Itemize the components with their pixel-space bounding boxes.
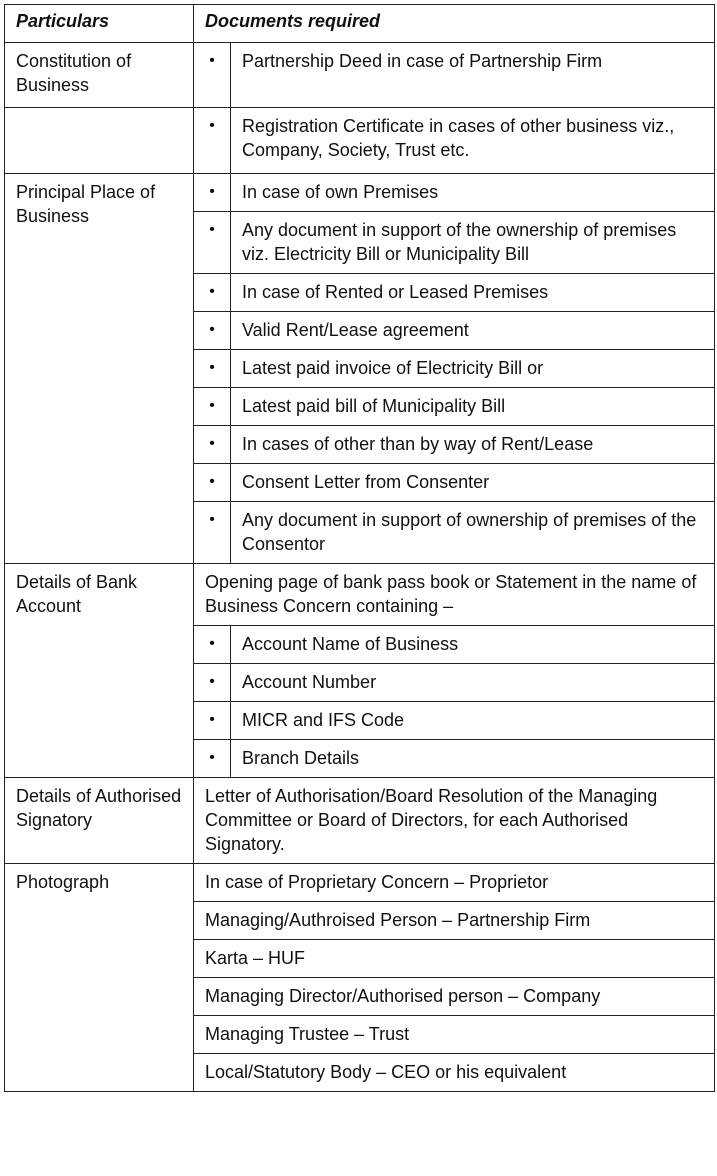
document-item: In case of own Premises bbox=[231, 174, 715, 212]
particular-authorised-signatory: Details of Authorised Signatory bbox=[5, 778, 194, 864]
photograph-row: Managing/Authroised Person – Partnership Firm bbox=[194, 902, 715, 940]
table-row bbox=[5, 564, 715, 626]
document-item: Registration Certificate in cases of other business viz., Company, Society, Trust etc. bbox=[231, 108, 715, 174]
documents-table bbox=[4, 4, 715, 1092]
document-item: Account Name of Business bbox=[231, 626, 715, 664]
table-row bbox=[5, 174, 715, 212]
photograph-row: Karta – HUF bbox=[194, 940, 715, 978]
document-item: In case of Rented or Leased Premises bbox=[231, 274, 715, 312]
bullet: • bbox=[194, 108, 231, 174]
header-documents-required: Documents required bbox=[194, 5, 715, 43]
bullet: • bbox=[194, 388, 231, 426]
bank-intro-text: Opening page of bank pass book or Statement in the name of Business Concern containing – bbox=[194, 564, 715, 626]
document-item: MICR and IFS Code bbox=[231, 702, 715, 740]
bullet: • bbox=[194, 426, 231, 464]
photograph-row: In case of Proprietary Concern – Proprietor bbox=[194, 864, 715, 902]
table-row bbox=[5, 43, 715, 108]
document-item: In cases of other than by way of Rent/Lease bbox=[231, 426, 715, 464]
bullet: • bbox=[194, 274, 231, 312]
table-row bbox=[5, 108, 715, 174]
document-item: Any document in support of the ownership of premises viz. Electricity Bill or Municipality Bill bbox=[231, 212, 715, 274]
particular-photograph: Photograph bbox=[5, 864, 194, 1092]
document-item: Any document in support of ownership of premises of the Consentor bbox=[231, 502, 715, 564]
table-row bbox=[5, 864, 715, 902]
bullet: • bbox=[194, 702, 231, 740]
bullet: • bbox=[194, 502, 231, 564]
table-header-row bbox=[5, 5, 715, 43]
bullet: • bbox=[194, 43, 231, 108]
bullet: • bbox=[194, 626, 231, 664]
bullet: • bbox=[194, 350, 231, 388]
document-item: Account Number bbox=[231, 664, 715, 702]
header-particulars: Particulars bbox=[5, 5, 194, 43]
document-item: Consent Letter from Consenter bbox=[231, 464, 715, 502]
table-row bbox=[5, 778, 715, 864]
document-item: Partnership Deed in case of Partnership Firm bbox=[231, 43, 715, 108]
particular-constitution: Constitution of Business bbox=[5, 43, 194, 108]
bullet: • bbox=[194, 740, 231, 778]
authorised-signatory-text: Letter of Authorisation/Board Resolution of the Managing Committee or Board of Directors, for each Authorised Signatory. bbox=[194, 778, 715, 864]
document-item: Latest paid bill of Municipality Bill bbox=[231, 388, 715, 426]
photograph-row: Managing Trustee – Trust bbox=[194, 1016, 715, 1054]
particular-empty bbox=[5, 108, 194, 174]
bullet: • bbox=[194, 174, 231, 212]
particular-bank-account: Details of Bank Account bbox=[5, 564, 194, 778]
document-item: Valid Rent/Lease agreement bbox=[231, 312, 715, 350]
bullet: • bbox=[194, 664, 231, 702]
bullet: • bbox=[194, 212, 231, 274]
particular-principal-place: Principal Place of Business bbox=[5, 174, 194, 564]
bullet: • bbox=[194, 464, 231, 502]
bullet: • bbox=[194, 312, 231, 350]
photograph-row: Local/Statutory Body – CEO or his equivalent bbox=[194, 1054, 715, 1092]
document-item: Branch Details bbox=[231, 740, 715, 778]
photograph-row: Managing Director/Authorised person – Company bbox=[194, 978, 715, 1016]
document-item: Latest paid invoice of Electricity Bill or bbox=[231, 350, 715, 388]
